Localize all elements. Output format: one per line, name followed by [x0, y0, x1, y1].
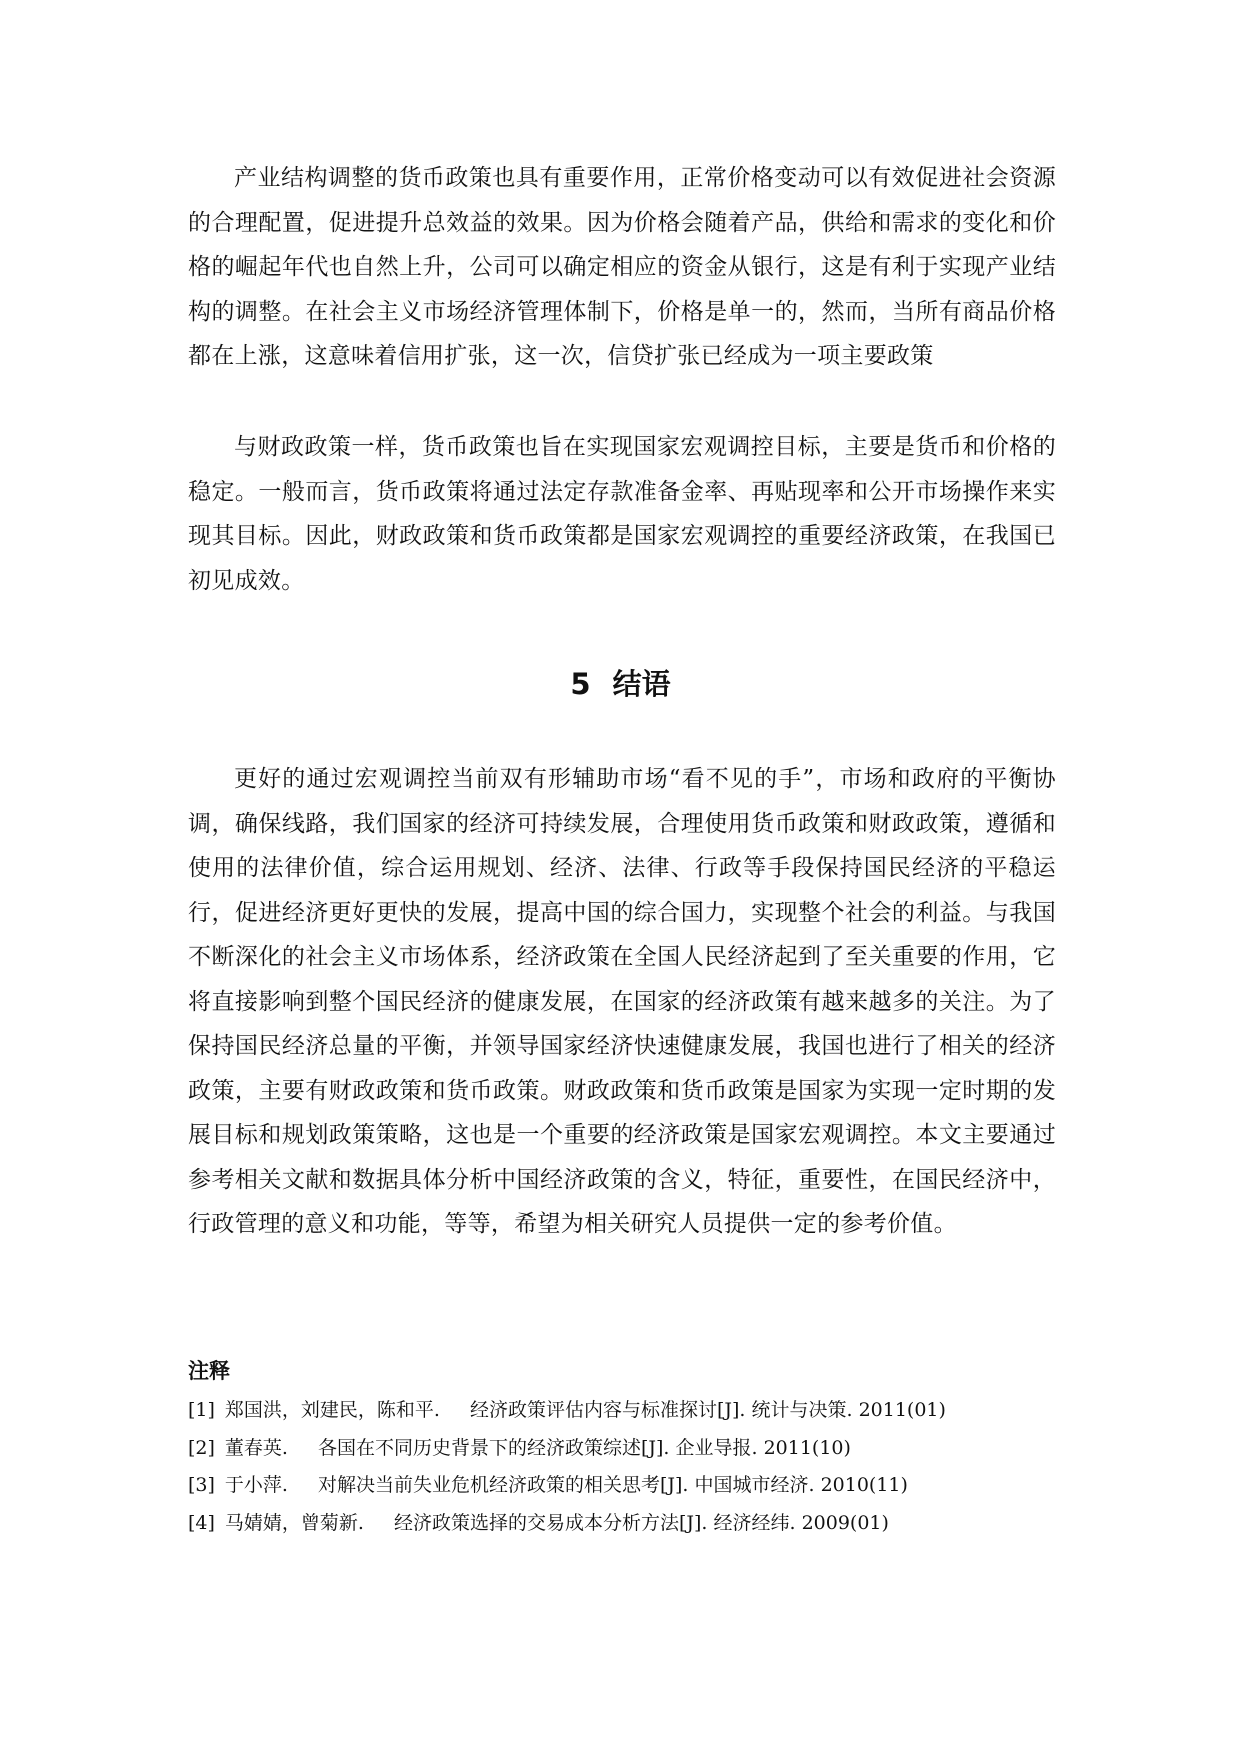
note-citation: 对解决当前失业危机经济政策的相关思考[J]. 中国城市经济. 2010(11) — [317, 1474, 908, 1496]
body-paragraph-1: 产业结构调整的货币政策也具有重要作用，正常价格变动可以有效促进社会资源的合理配置，促进提升总效益的效果。因为价格会随着产品，供给和需求的变化和价格的崛起年代也自然上升，公司可以确定相应的资金从银行，这是有利于实现产业结构的调整。在社会主义市场经济管理体制下，价格是单一的，然而，当所有商品价格都在上涨，这意味着信用扩张，这一次，信贷扩张已经成为一项主要政策 — [188, 165, 1056, 369]
note-item-3 — [188, 1467, 1088, 1505]
body-paragraph-2: 与财政政策一样，货币政策也旨在实现国家宏观调控目标，主要是货币和价格的稳定。一般而言，货币政策将通过法定存款准备金率、再贴现率和公开市场操作来实现其目标。因此，财政政策和货币政策都是国家宏观调控的重要经济政策，在我国已初见成效。 — [188, 434, 1056, 594]
note-authors: 郑国洪，刘建民，陈和平. — [224, 1399, 440, 1421]
notes-list — [188, 1392, 1088, 1542]
note-citation: 各国在不同历史背景下的经济政策综述[J]. 企业导报. 2011(10) — [317, 1436, 851, 1459]
section-heading — [0, 662, 1241, 703]
section-title: 结语 — [612, 667, 671, 701]
note-item-4 — [188, 1505, 1088, 1543]
note-authors: 马婧婧，曾菊新. — [224, 1511, 364, 1534]
notes-title: 注释 — [188, 1359, 230, 1383]
conclusion-paragraph: 更好的通过宏观调控当前双有形辅助市场“看不见的手”，市场和政府的平衡协调，确保线路，我们国家的经济可持续发展，合理使用货币政策和财政政策，遵循和使用的法律价值，综合运用规划、经济、法律、行政等手段保持国民经济的平稳运行，促进经济更好更快的发展，提高中国的综合国力，实现整个社会的利益。与我国不断深化的社会主义市场体系，经济政策在全国人民经济起到了至关重要的作用，它将直接影响到整个国民经济的健康发展，在国家的经济政策有越来越多的关注。为了保持国民经济总量的平衡，并领导国家经济快速健康发展，我国也进行了相关的经济政策，主要有财政政策和货币政策。财政政策和货币政策是国家为实现一定时期的发展目标和规划政策策略，这也是一个重要的经济政策是国家宏观调控。本文主要通过参考相关文献和数据具体分析中国经济政策的含义，特征，重要性，在国民经济中，行政管理的意义和功能，等等，希望为相关研究人员提供一定的参考价值。 — [188, 766, 1056, 1237]
note-item-1 — [188, 1392, 1088, 1430]
note-authors: 董春英. — [224, 1436, 288, 1459]
section-number: 5 — [570, 667, 591, 701]
note-index: [1] — [188, 1399, 215, 1421]
note-authors: 于小萍. — [224, 1474, 288, 1496]
note-index: [2] — [188, 1436, 215, 1459]
note-item-2 — [188, 1430, 1088, 1468]
note-citation: 经济政策评估内容与标准探讨[J]. 统计与决策. 2011(01) — [469, 1399, 946, 1421]
note-index: [4] — [188, 1511, 215, 1534]
note-index: [3] — [188, 1474, 215, 1496]
note-citation: 经济政策选择的交易成本分析方法[J]. 经济经纬. 2009(01) — [393, 1511, 889, 1534]
